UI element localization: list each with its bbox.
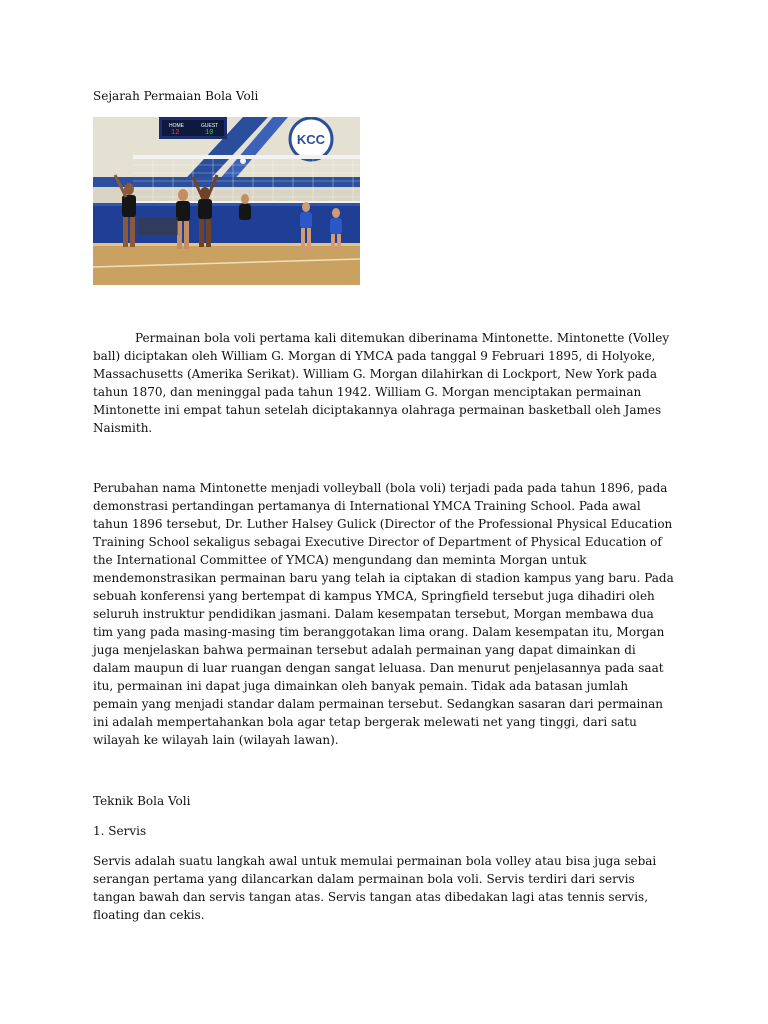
- scoreboard-home-score: 12: [171, 129, 180, 137]
- scoreboard-guest-score: 10: [205, 129, 214, 137]
- section-title-technique: Teknik Bola Voli: [93, 794, 191, 808]
- subsection-title-serve: 1. Servis: [93, 824, 147, 838]
- scoreboard-home-label: HOME: [169, 123, 184, 129]
- paragraph-volleyball-name-change: Perubahan nama Mintonette menjadi volleyball (bola voli) terjadi pada pada tahun 1896, pada demonstrasi pertandingan pertamanya di International YMCA Training School. Pada awal tahun 1896 tersebut, Dr. Luther Halsey Gulick (Director of the Professional Physical Education Training School sekaligus sebagai Executive Director of Department of Physical Education of the International Committee of YMCA) mengundang dan meminta Morgan untuk mendemonstrasikan permainan baru yang telah ia ciptakan di stadion kampus yang baru. Pada sebuah konferensi yang bertempat di kampus YMCA, Springfield tersebut juga dihadiri oleh seluruh instruktur pendidikan jasmani. Dalam kesempatan tersebut, Morgan membawa dua tim yang pada masing-masing tim beranggotakan lima orang. Dalam kesempatan itu, Morgan juga menjelaskan bahwa permainan tersebut adalah permainan yang dapat dimainkan di dalam maupun di luar ruangan dengan sangat leluasa. Dan menurut penjelasannya pada saat itu, permainan ini dapat juga dimainkan oleh banyak pemain. Tidak ada batasan jumlah pemain yang menjadi standar dalam permainan tersebut. Sedangkan sasaran dari permainan ini adalah mempertahankan bola agar tetap bergerak melewati net yang tinggi, dari satu wilayah ke wilayah lain (wilayah lawan).: [93, 481, 674, 747]
- kcc-logo: [290, 118, 332, 160]
- scoreboard: [159, 117, 227, 139]
- scoreboard-guest-label: GUEST: [201, 123, 219, 129]
- paragraph-mintonette-history: Permainan bola voli pertama kali ditemukan diberinama Mintonette. Mintonette (Volley ball) diciptakan oleh William G. Morgan di YMCA pada tanggal 9 Februari 1895, di Holyoke, Massachusetts (Amerika Serikat). William G. Morgan dilahirkan di Lockport, New York pada tahun 1870, dan meninggal pada tahun 1942. William G. Morgan menciptakan permainan Mintonette ini empat tahun setelah diciptakannya olahraga permainan basketball oleh James Naismith.: [93, 331, 670, 435]
- document-title: Sejarah Permaian Bola Voli: [93, 89, 259, 103]
- volleyball-photo: [93, 117, 360, 285]
- kcc-logo-text: KCC: [296, 132, 326, 147]
- paragraph-serve-description: Servis adalah suatu langkah awal untuk memulai permainan bola volley atau bisa juga sebai serangan pertama yang dilancarkan dalam permainan bola voli. Servis terdiri dari servis tangan bawah dan servis tangan atas. Servis tangan atas dibedakan lagi atas tennis servis, floating dan cekis.: [93, 854, 657, 922]
